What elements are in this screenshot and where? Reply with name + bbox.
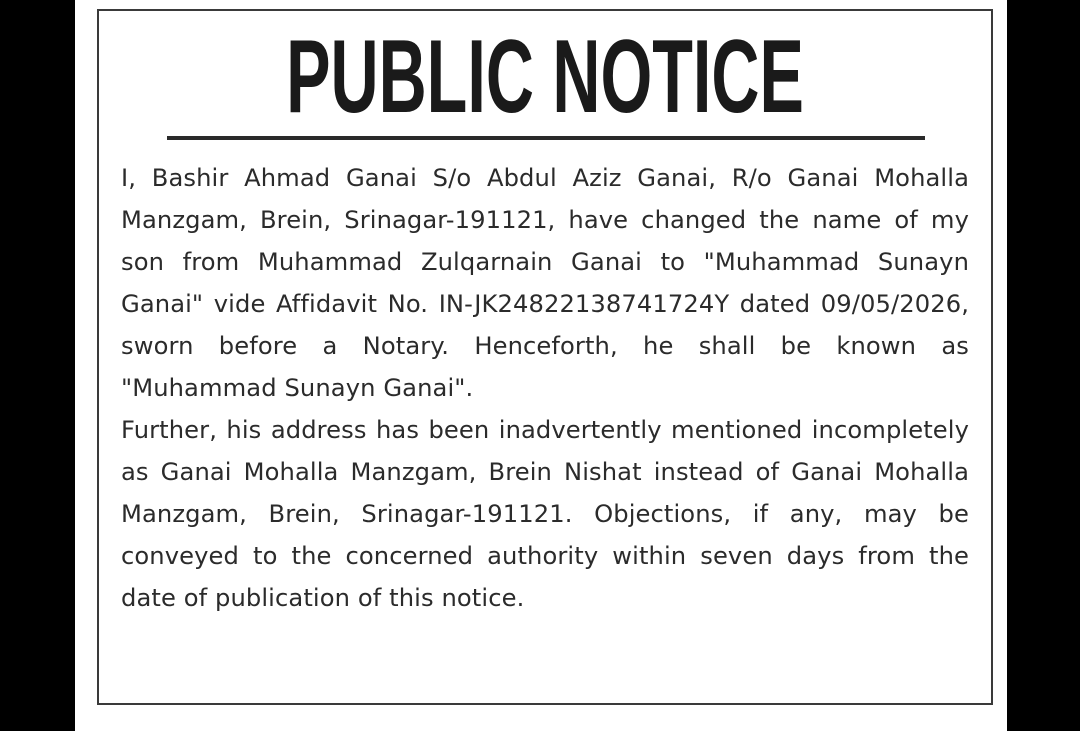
notice-paragraph-address-correction: Further, his address has been inadvertently mentioned incompletely as Ganai Mohalla Manzgam, Brein Nishat instead of Ganai Mohalla Manzgam, Brein, Srinagar-191121. Objections, if any, may be conveyed to the concerned authority within seven days from the date of publication of this notice. <box>121 416 969 612</box>
public-notice-box <box>97 9 993 705</box>
notice-paragraph-name-change: I, Bashir Ahmad Ganai S/o Abdul Aziz Ganai, R/o Ganai Mohalla Manzgam, Brein, Srinagar-191121, have changed the name of my son from Muhammad Zulqarnain Ganai to "Muhammad Sunayn Ganai" vide Affidavit No. IN-JK24822138741724Y dated 09/05/2026, sworn before a Notary. Henceforth, he shall be known as "Muhammad Sunayn Ganai". <box>121 164 969 402</box>
newspaper-clipping <box>75 0 1007 731</box>
notice-body <box>121 157 969 619</box>
title-underline <box>167 136 925 140</box>
notice-title: PUBLIC NOTICE <box>286 19 804 135</box>
